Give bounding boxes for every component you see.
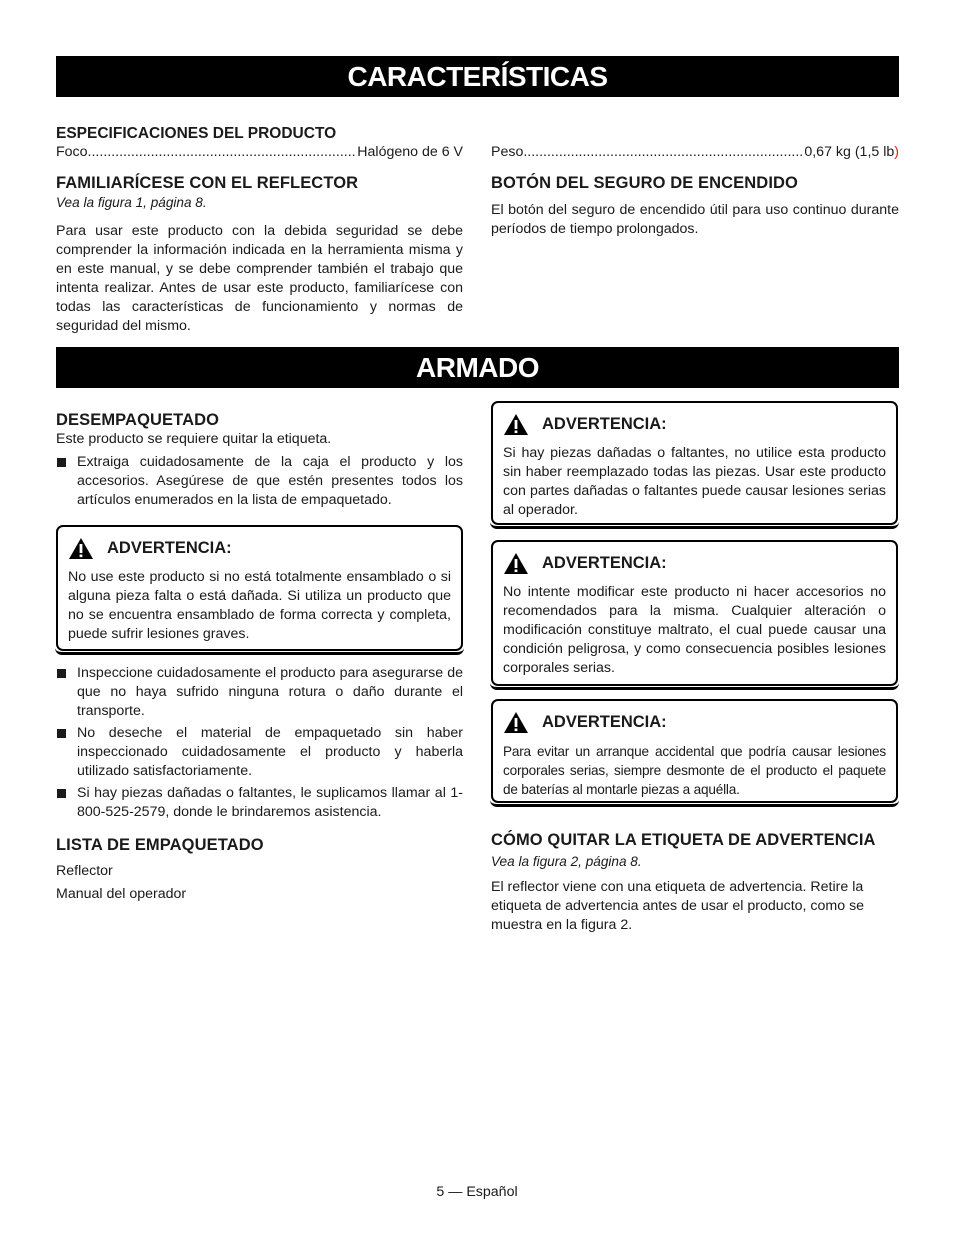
square-bullet-icon [57,789,66,798]
spec-label: Foco [56,144,88,160]
familiaricese-body: Para usar este producto con la debida seguridad se debe comprender la información indicada en la herramienta misma y en este manual, y se debe comprender también el trabajo que intenta realizar. Antes de usar este producto, familiarícese con todas las características de funcionamiento y normas de seguridad del mismo. [56,223,463,334]
lista-item: Reflector [56,863,113,879]
specs-heading: ESPECIFICACIONES DEL PRODUCTO [56,125,337,142]
warning-title: ADVERTENCIA: [542,713,667,731]
bullet-list [56,453,463,510]
section-title: ARMADO [416,352,539,383]
lista-item: Manual del operador [56,886,187,902]
warning-title: ADVERTENCIA: [542,554,667,572]
bullet-list [56,664,463,822]
spec-value: 0,67 kg (1,5 lb) [804,144,899,160]
warning-title: ADVERTENCIA: [542,415,667,433]
desempaquetado-section [56,410,463,510]
warning-box [491,540,898,686]
figure-reference: Vea la figura 1, página 8. [56,195,207,210]
etiqueta-body: El reflector viene con una etiqueta de advertencia. Retire la etiqueta de advertencia antes de usar el producto, como se muestra en la figura 2. [491,879,865,933]
caracteristicas-right-column [491,143,899,239]
warning-triangle-icon [503,711,529,734]
warning-box [491,699,898,803]
warning-body: Para evitar un arranque accidental que podría causar lesiones corporales serias, siempre desmonte de el producto el paquete de baterías al montarle piezas a aquélla. [503,744,886,797]
section-banner-armado [56,347,899,388]
caracteristicas-left-column [56,124,463,336]
familiaricese-heading: FAMILIARÍCESE CON EL REFLECTOR [56,174,359,192]
warning-body: No use este producto si no está totalmente ensamblado o si alguna pieza falta o está dañada. Si utiliza un producto que no se encuentra ensamblado de forma correcta y completa, puede sufrir lesiones graves. [68,569,451,642]
page-footer: 5 — Español [436,1184,518,1200]
warning-triangle-icon [503,413,529,436]
section-title: CARACTERÍSTICAS [347,61,608,92]
boton-heading: BOTÓN DEL SEGURO DE ENCENDIDO [491,174,798,192]
spec-row-foco [56,143,463,162]
spec-value: Halógeno de 6 V [357,144,463,160]
figure-reference: Vea la figura 2, página 8. [491,854,642,869]
warning-body: Si hay piezas dañadas o faltantes, no utilice esta producto sin haber reemplazado todas las piezas. Usar este producto con partes dañadas o faltantes puede causar lesiones serias al operador. [503,445,886,518]
spec-row-peso [491,143,899,162]
list-item: Si hay piezas dañadas o faltantes, le suplicamos llamar al 1-800-525-2579, donde le brindaremos asistencia. [56,784,463,822]
etiqueta-heading: CÓMO QUITAR LA ETIQUETA DE ADVERTENCIA [491,831,876,849]
warning-box [56,525,463,651]
warning-title: ADVERTENCIA: [107,539,232,557]
desempaquetado-bullets [56,664,463,904]
square-bullet-icon [57,729,66,738]
warning-triangle-icon [503,552,529,575]
warning-box [491,401,898,525]
desempaquetado-intro: Este producto se requiere quitar la etiqueta. [56,431,332,447]
spec-label: Peso [491,144,524,160]
list-item: Extraiga cuidadosamente de la caja el producto y los accesorios. Asegúrese de que estén presentes todos los artículos enumerados en la lista de empaquetado. [56,453,463,510]
square-bullet-icon [57,669,66,678]
list-item: Inspeccione cuidadosamente el producto para asegurarse de que no haya sufrido ninguna rotura o daño durante el transporte. [56,664,463,721]
etiqueta-section [491,829,899,935]
warning-body: No intente modificar este producto ni hacer accesorios no recomendados para la misma. Cualquier alteración o modificación constituye maltrato, el cual puede causar una condición peligrosa, y como consecuencia posibles lesiones corporales serias. [503,584,886,676]
square-bullet-icon [57,458,66,467]
section-banner-caracteristicas [56,56,899,97]
lista-heading: LISTA DE EMPAQUETADO [56,836,264,854]
list-item: No deseche el material de empaquetado sin haber inspeccionado cuidadosamente el producto y haberla utilizado satisfactoriamente. [56,724,463,781]
boton-body: El botón del seguro de encendido útil para uso continuo durante períodos de tiempo prolongados. [491,202,899,237]
desempaquetado-heading: DESEMPAQUETADO [56,411,220,429]
warning-triangle-icon [68,537,94,560]
